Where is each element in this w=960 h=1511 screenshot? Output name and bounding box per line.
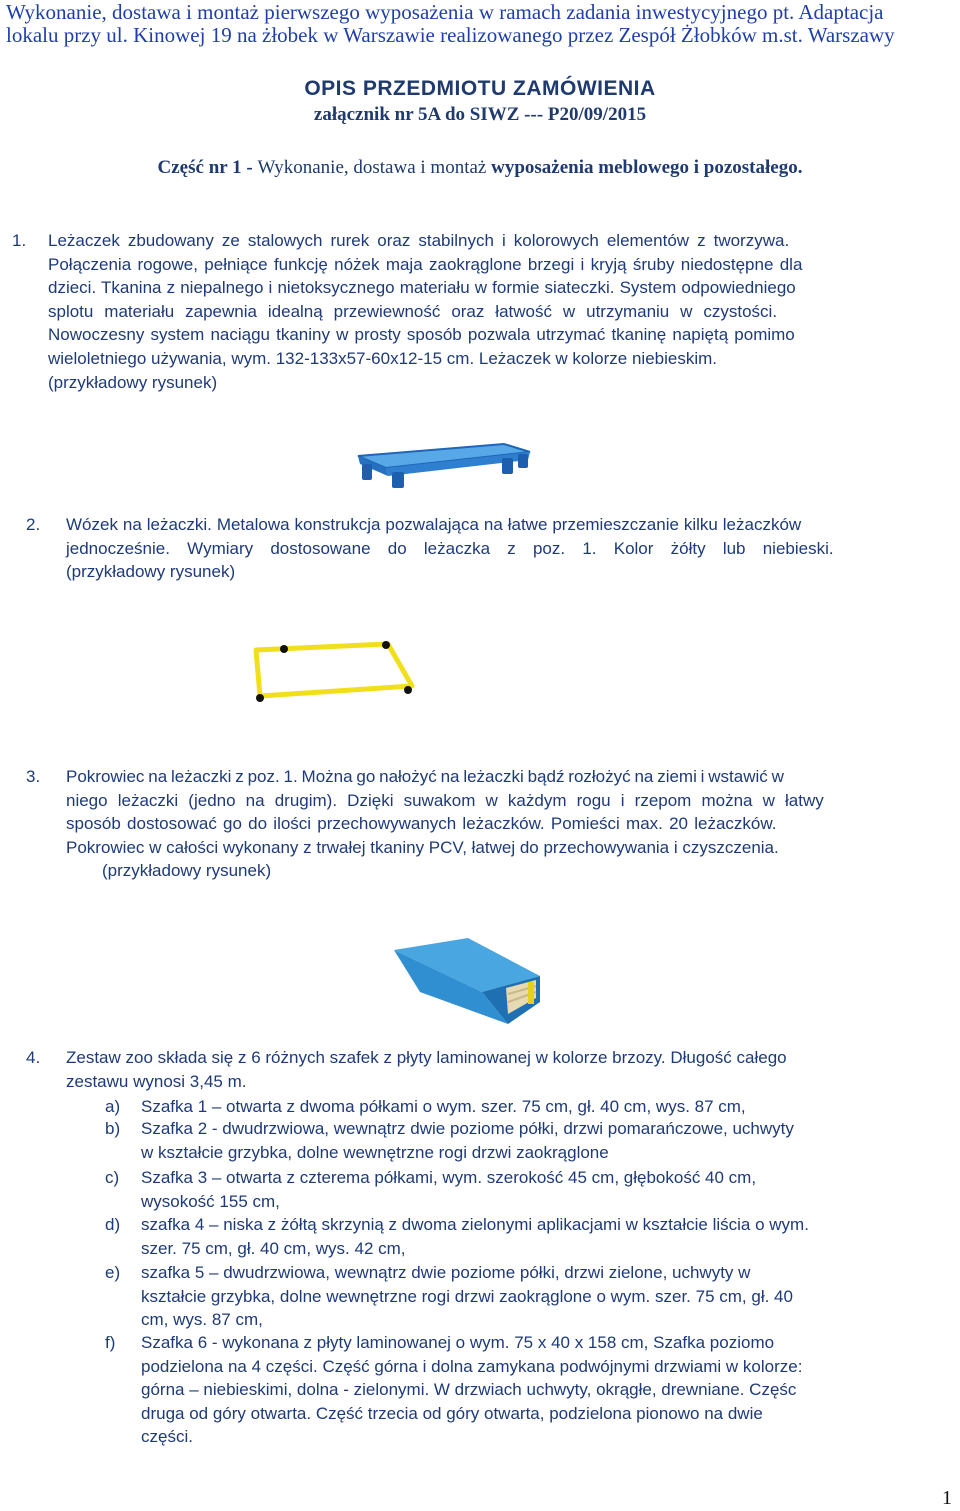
subitem-a-letter: a) bbox=[105, 1097, 121, 1116]
subitem-f-line-2: podzielona na 4 części. Część górna i dolna zamykana podwójnymi drzwiami w kolorze: bbox=[141, 1356, 803, 1376]
item-4-number: 4. bbox=[26, 1048, 41, 1067]
item-1-line-3: dzieci. Tkanina z niepalnego i nietoksycznego materiału w formie siateczki. System odpowiedniego bbox=[48, 278, 796, 298]
subitem-e-line-2: kształcie grzybka, dolne wewnętrzne rogi drzwi zaokrąglone o wym. szer. 75 cm, gł. 40 bbox=[141, 1286, 793, 1306]
item-1-line-7: (przykładowy rysunek) bbox=[48, 372, 218, 392]
subitem-f-line-3: górna – niebieskimi, dolna - zielonymi. W drzwiach uchwyty, okrągłe, drewniane. Częśc bbox=[141, 1380, 797, 1400]
part-middle: Wykonanie, dostawa i montaż bbox=[257, 157, 492, 178]
subitem-b-letter: b) bbox=[105, 1119, 121, 1138]
item-1-line-4: splotu materiału zapewnia idealną przewiewność oraz łatwość w utrzymaniu w czystości. bbox=[48, 301, 778, 321]
page-number: 1 bbox=[942, 1487, 952, 1509]
subitem-c-letter: c) bbox=[105, 1168, 120, 1187]
subitem-b-line-1: Szafka 2 - dwudrzwiowa, wewnątrz dwie poziome półki, drzwi pomarańczowe, uchwyty bbox=[141, 1119, 794, 1138]
header-line-2: lokalu przy ul. Kinowej 19 na żłobek w Warszawie realizowanego przez Zespół Żłobków m.st. Warszawy bbox=[6, 23, 895, 47]
subitem-f-letter: f) bbox=[105, 1333, 116, 1352]
subitem-a-line-1: Szafka 1 – otwarta z dwoma półkami o wym. szer. 75 cm, gł. 40 cm, wys. 87 cm, bbox=[141, 1097, 746, 1116]
item-4-line-1: Zestaw zoo składa się z 6 różnych szafek z płyty laminowanej w kolorze brzozy. Długość całego bbox=[66, 1048, 787, 1067]
subitem-c-line-2: wysokość 155 cm, bbox=[141, 1191, 280, 1211]
item-2-line-2: jednocześnie. Wymiary dostosowane do leżaczka z poz. 1. Kolor żółty lub niebieski. bbox=[66, 538, 834, 558]
item-4-line-2: zestawu wynosi 3,45 m. bbox=[66, 1071, 247, 1091]
item-3-line-4: Pokrowiec w całości wykonany z trwałej tkaniny PCV, łatwej do przechowywania i czyszczenia. bbox=[66, 837, 779, 857]
item-1-line-5: Nowoczesny system naciągu tkaniny w prosty sposób pozwala utrzymać tkaninę napiętą pomimo bbox=[48, 325, 795, 345]
cot-icon bbox=[352, 438, 534, 490]
document-title: OPIS PRZEDMIOTU ZAMÓWIENIA bbox=[304, 77, 656, 100]
document-subtitle: załącznik nr 5A do SIWZ --- P20/09/2015 bbox=[313, 104, 647, 125]
part-end: wyposażenia meblowego i pozostałego. bbox=[491, 157, 803, 178]
subitem-b-line-2: w kształcie grzybka, dolne wewnętrzne rogi drzwi zaokrąglone bbox=[141, 1142, 609, 1162]
subitem-d-letter: d) bbox=[105, 1215, 121, 1234]
item-2 bbox=[26, 513, 958, 584]
subitem-d-line-2: szer. 75 cm, gł. 40 cm, wys. 42 cm, bbox=[141, 1238, 406, 1258]
subitem-e-line-3: cm, wys. 87 cm, bbox=[141, 1310, 263, 1330]
item-3 bbox=[26, 765, 958, 883]
item-1-line-1: Leżaczek zbudowany ze stalowych rurek oraz stabilnych i kolorowych elementów z tworzywa. bbox=[48, 231, 790, 250]
subitem-d-line-1: szafka 4 – niska z żółtą skrzynią z dwoma zielonymi aplikacjami w kształcie liścia o wym. bbox=[141, 1215, 809, 1234]
item-1-line-2: Połączenia rogowe, pełniące funkcję nóżek maja zaokrąglone brzegi i kryją śruby niedostępne dla bbox=[48, 254, 803, 274]
item-1-number: 1. bbox=[12, 231, 27, 250]
part-label: Część nr 1 - bbox=[157, 157, 258, 178]
item-3-line-2: niego leżaczki (jedno na drugim). Dzięki suwakom w każdym rogu i rzepom można w łatwy bbox=[66, 790, 824, 810]
item-2-number: 2. bbox=[26, 515, 41, 534]
trolley-icon bbox=[250, 640, 420, 704]
item-1 bbox=[12, 229, 946, 394]
item-4 bbox=[26, 1046, 958, 1093]
item-1-line-6: wieloletniego używania, wym. 132-133x57-60x12-15 cm. Leżaczek w kolorze niebieskim. bbox=[48, 348, 717, 368]
item-2-line-3: (przykładowy rysunek) bbox=[66, 562, 236, 582]
subitem-c-line-1: Szafka 3 – otwarta z czterema półkami, wym. szerokość 45 cm, głębokość 40 cm, bbox=[141, 1168, 757, 1187]
subitem-f-line-5: części. bbox=[141, 1427, 193, 1447]
item-3-line-5: (przykładowy rysunek) bbox=[102, 861, 272, 881]
subitem-e-line-1: szafka 5 – dwudrzwiowa, wewnątrz dwie poziome półki, drzwi zielone, uchwyty w bbox=[141, 1263, 751, 1282]
item-2-line-1: Wózek na leżaczki. Metalowa konstrukcja pozwalająca na łatwe przemieszczanie kilku leżaczków bbox=[66, 515, 802, 534]
subitem-f-line-1: Szafka 6 - wykonana z płyty laminowanej o wym. 75 x 40 x 158 cm, Szafka poziomo bbox=[141, 1333, 775, 1352]
item-3-line-3: sposób dostosować go do ilości przechowywanych leżaczków. Pomieści max. 20 leżaczków. bbox=[66, 814, 777, 834]
subitem-e-letter: e) bbox=[105, 1263, 121, 1282]
item-3-line-1: Pokrowiec na leżaczki z poz. 1. Można go nałożyć na leżaczki bądź rozłożyć na ziemi i wstawić w bbox=[66, 767, 784, 786]
item-3-number: 3. bbox=[26, 767, 41, 786]
cover-icon bbox=[390, 936, 546, 1028]
part-heading bbox=[0, 157, 960, 179]
header-line-1: Wykonanie, dostawa i montaż pierwszego wyposażenia w ramach zadania inwestycyjnego pt. Adaptacja bbox=[6, 0, 884, 24]
subitem-f-line-4: druga od góry otwarta. Część trzecia od góry otwarta, podzielona pionowo na dwie bbox=[141, 1403, 763, 1423]
